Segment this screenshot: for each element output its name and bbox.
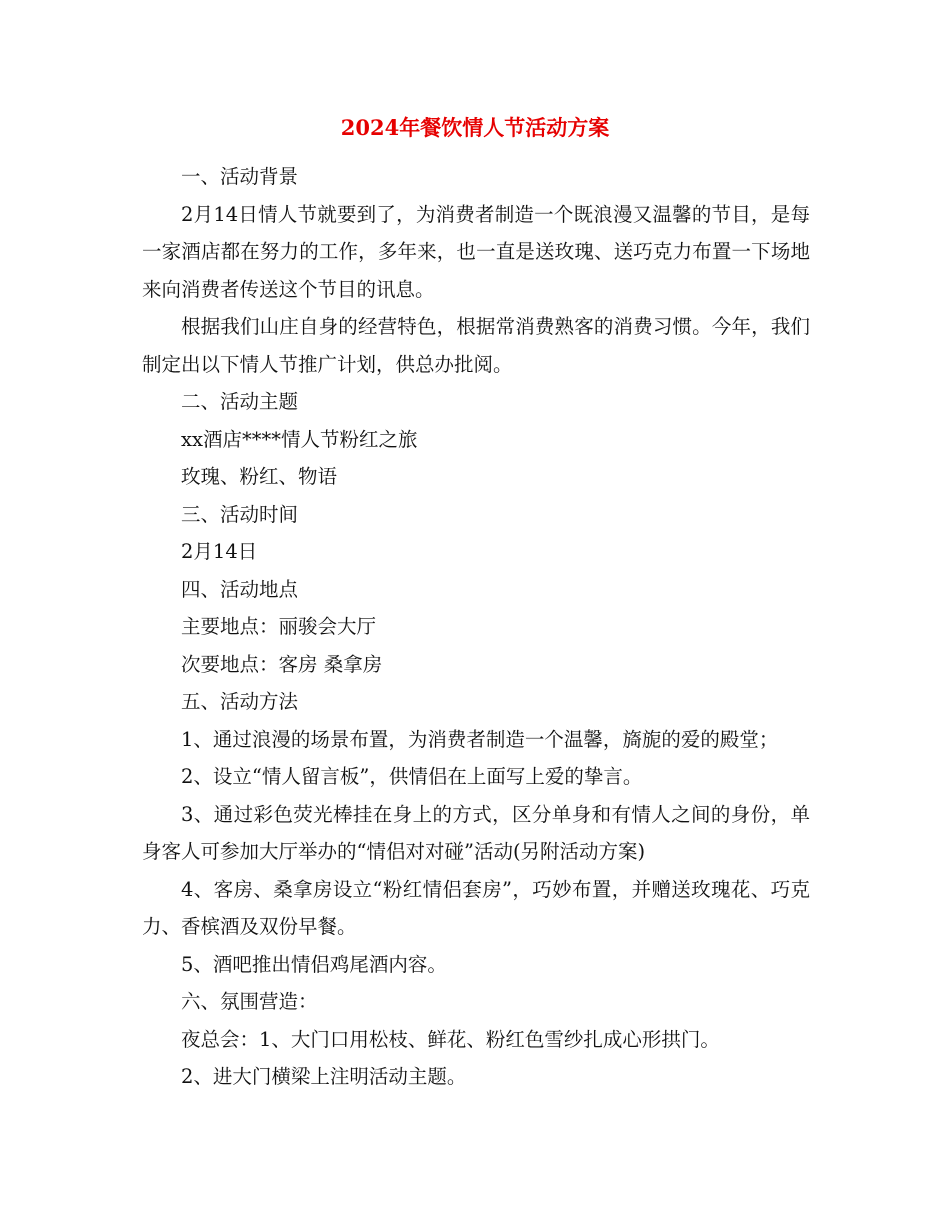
paragraph-method-1: 1、通过浪漫的场景布置，为消费者制造一个温馨，旖旎的爱的殿堂； [181, 727, 779, 751]
paragraph-location-secondary: 次要地点：客房 桑拿房 [181, 652, 383, 676]
section-heading-location: 四、活动地点 [181, 577, 299, 601]
document-title: 2024年餐饮情人节活动方案 [340, 115, 610, 140]
section-heading-background: 一、活动背景 [181, 165, 299, 188]
paragraph-method-4: 4、客房、桑拿房设立“粉红情侣套房”，巧妙布置，并赠送玫瑰花、巧克力、香槟酒及双份早餐。 [142, 877, 810, 938]
paragraph-method-5: 5、酒吧推出情侣鸡尾酒内容。 [181, 952, 447, 976]
paragraph-atmosphere-2: 2、进大门横梁上注明活动主题。 [181, 1065, 467, 1088]
section-heading-theme: 二、活动主题 [181, 390, 299, 413]
paragraph-method-2: 2、设立“情人留言板”，供情侣在上面写上爱的挚言。 [181, 765, 643, 788]
paragraph-theme-keywords: 玫瑰、粉红、物语 [181, 465, 338, 488]
paragraph-method-3: 3、通过彩色荧光棒挂在身上的方式，区分单身和有情人之间的身份，单身客人可参加大厅举办的“情侣对对碰”活动(另附活动方案) [142, 802, 810, 863]
section-heading-methods: 五、活动方法 [181, 690, 299, 713]
section-heading-time: 三、活动时间 [181, 502, 299, 526]
paragraph-atmosphere-1: 夜总会：1、大门口用松枝、鲜花、粉红色雪纱扎成心形拱门。 [181, 1027, 720, 1051]
paragraph-background-plan: 根据我们山庄自身的经营特色，根据常消费熟客的消费习惯。今年，我们制定出以下情人节推广计划，供总办批阅。 [142, 315, 810, 376]
document-body [142, 158, 810, 1096]
section-heading-atmosphere: 六、氛围营造： [181, 990, 318, 1013]
paragraph-location-main: 主要地点：丽骏会大厅 [181, 615, 377, 638]
paragraph-time-date: 2月14日 [181, 540, 258, 563]
paragraph-background-intro: 2月14日情人节就要到了，为消费者制造一个既浪漫又温馨的节目，是每一家酒店都在努力的工作，多年来，也一直是送玫瑰、送巧克力布置一下场地来向消费者传送这个节目的讯息。 [142, 202, 810, 301]
paragraph-theme-name: xx酒店****情人节粉红之旅 [181, 427, 418, 451]
